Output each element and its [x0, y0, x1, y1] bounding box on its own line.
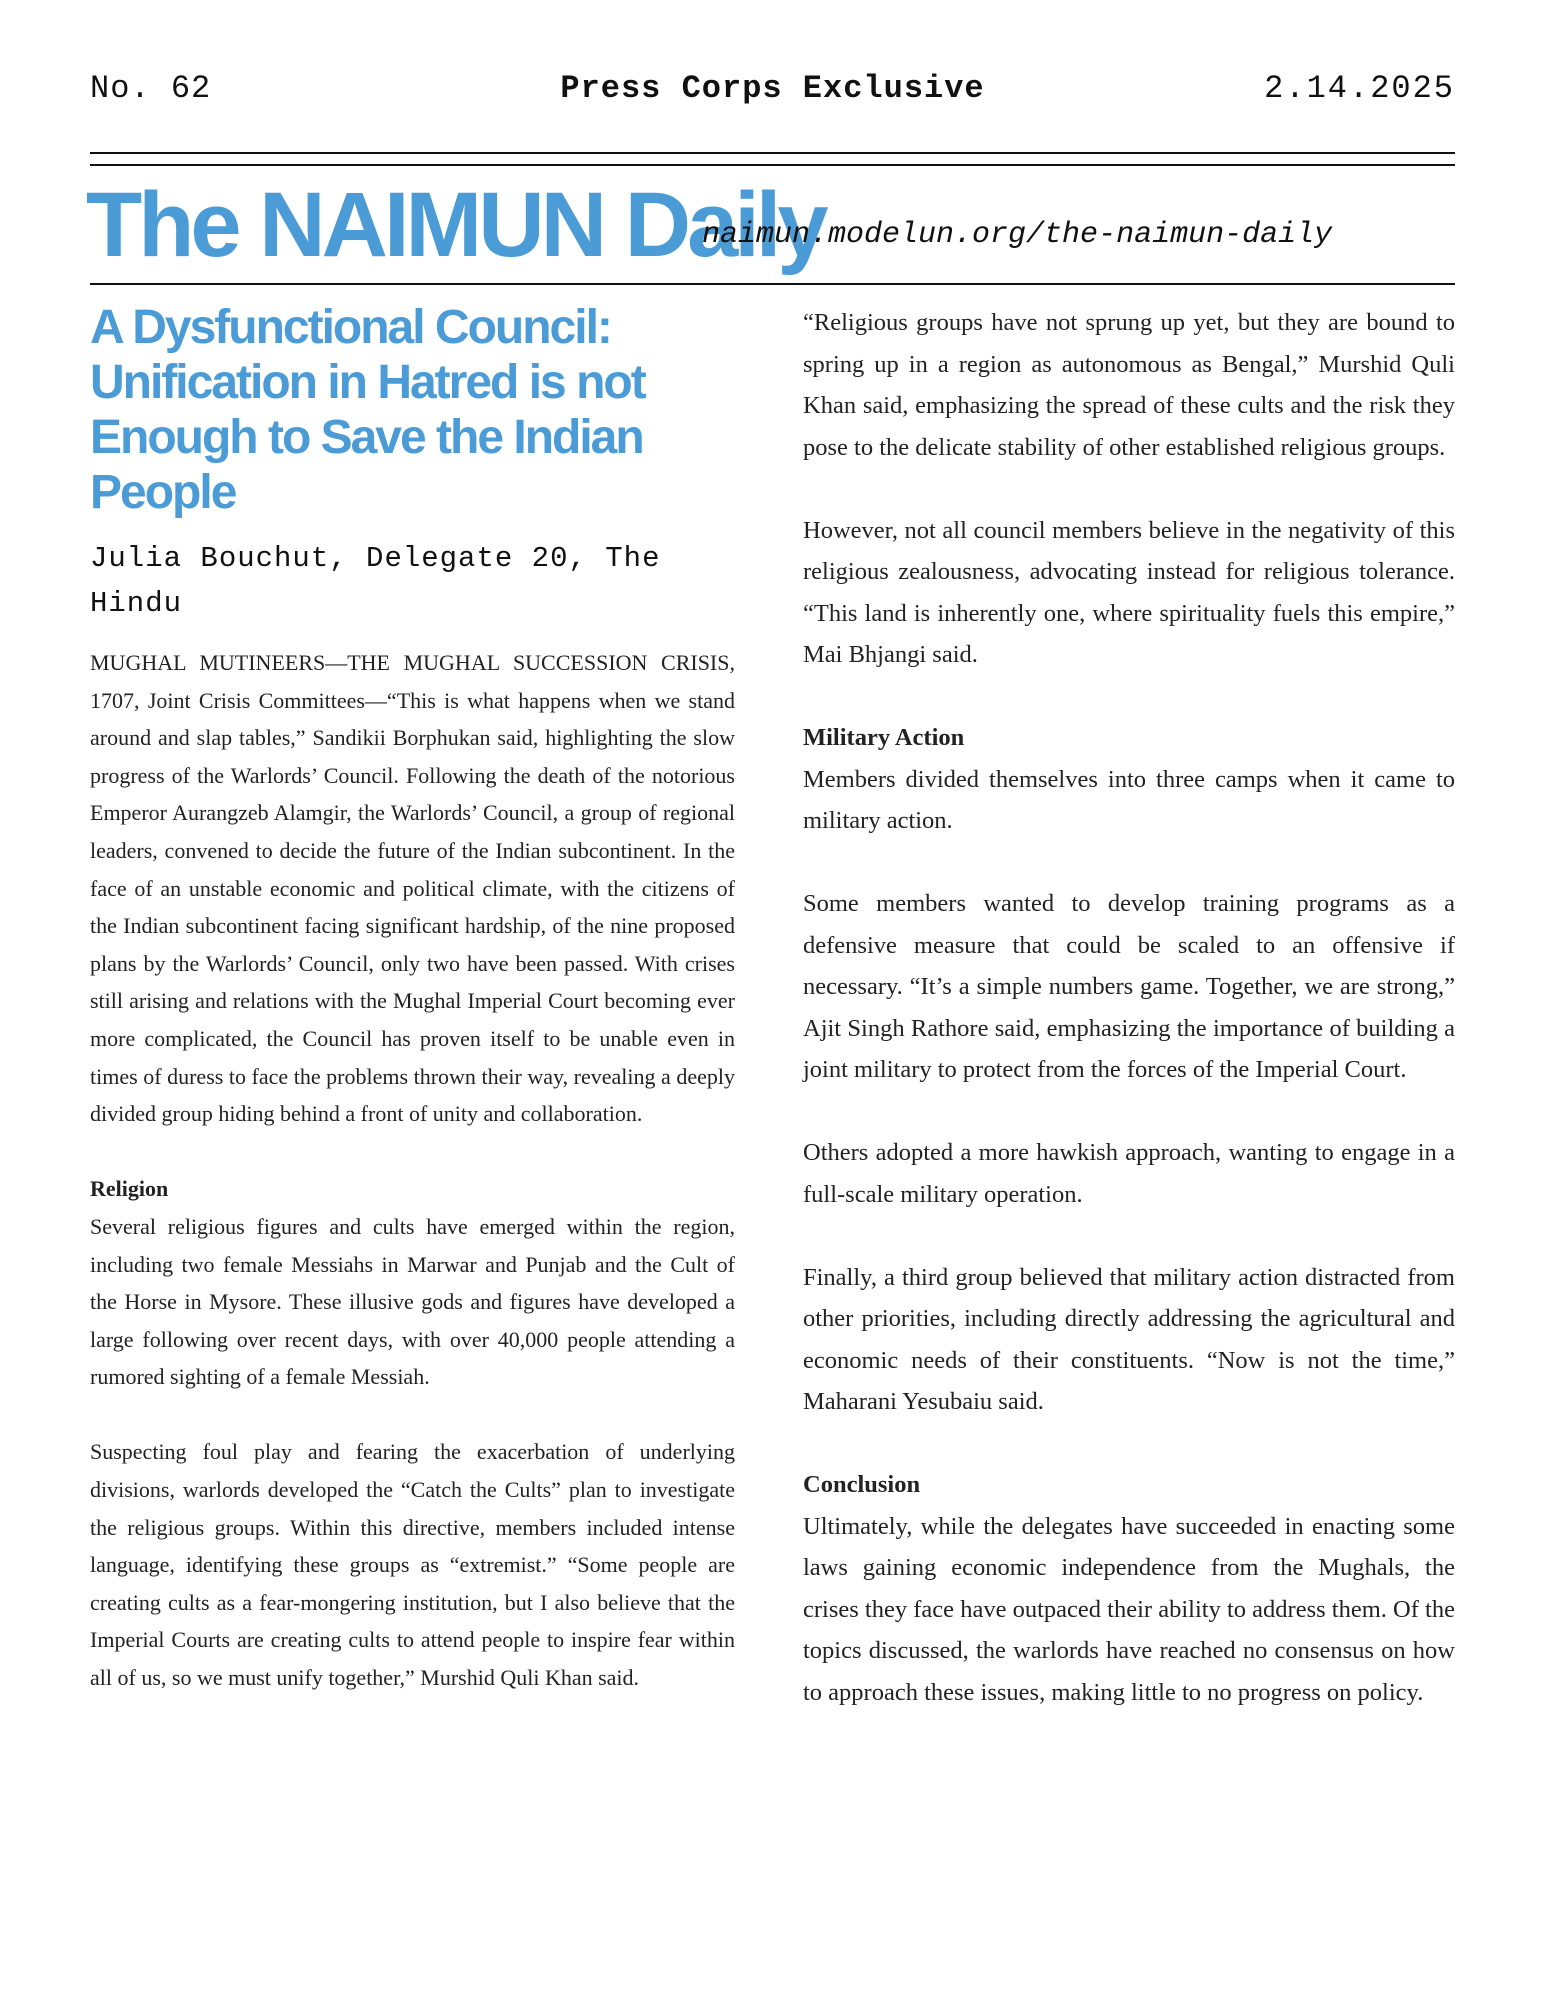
newspaper-url[interactable]: naimun.modelun.org/the-naimun-daily — [702, 218, 1333, 252]
top-bar — [90, 70, 1455, 110]
newspaper-title: The NAIMUN Daily — [86, 174, 825, 276]
section-heading-conclusion: Conclusion — [803, 1471, 921, 1498]
military-paragraph-3: Others adopted a more hawkish approach, wanting to engage in a full-scale military operation. — [803, 1139, 1455, 1208]
divider-top-second — [90, 164, 1455, 166]
section-heading-religion: Religion — [90, 1176, 169, 1202]
military-paragraph-1: Members divided themselves into three camps when it came to military action. — [803, 765, 1455, 834]
religion-paragraph-2: Suspecting foul play and fearing the exacerbation of underlying divisions, warlords developed the “Catch the Cults” plan to investigate the religious groups. Within this directive, members included intense language, identifying these groups as “extremist.” “Some people are creating cults as a fear-mongering institution, but I also believe that the Imperial Courts are creating cults to attend people to inspire fear within all of us, so we must unify together,” Murshid Quli Khan said. — [90, 1439, 735, 1691]
issue-date: 2.14.2025 — [1264, 70, 1455, 107]
conclusion-paragraph: Ultimately, while the delegates have succeeded in enacting some laws gaining economic independence from the Mughals, the crises they face have outpaced their ability to address them. Of the topics discussed, the warlords have reached no consensus on how to approach these issues, making little to no progress on policy. — [803, 1512, 1455, 1706]
religion-paragraph-1: Several religious figures and cults have emerged within the region, including two female Messiahs in Marwar and Punjab and the Cult of the Horse in Mysore. These illusive gods and figures have developed a large following over recent days, with over 40,000 people attending a rumored sighting of a female Messiah. — [90, 1213, 735, 1390]
issue-number: No. 62 — [90, 70, 212, 107]
article-headline: A Dysfunctional Council: Unification in Hatred is not Enough to Save the Indian People — [90, 301, 645, 519]
military-paragraph-4: Finally, a third group believed that military action distracted from other priorities, including directly addressing the agricultural and economic needs of their constituents. “Now is not the time,” Maharani Yesubaiu said. — [803, 1263, 1455, 1415]
military-paragraph-2: Some members wanted to develop training programs as a defensive measure that could be scaled to an offensive if necessary. “It’s a simple numbers game. Together, we are strong,” Ajit Singh Rathore said, emphasizing the importance of building a joint military to protect from the forces of the Imperial Court. — [803, 890, 1455, 1083]
left-column — [90, 300, 735, 1697]
divider-masthead — [90, 283, 1455, 285]
right-column — [803, 302, 1455, 1713]
lead-paragraph: MUGHAL MUTINEERS—THE MUGHAL SUCCESSION CRISIS, 1707, Joint Crisis Committees—“This is what happens when we stand around and slap tables,” Sandikii Borphukan said, highlighting the slow progress of the Warlords’ Council. Following the death of the notorious Emperor Aurangzeb Alamgir, the Warlords’ Council, a group of regional leaders, convened to decide the future of the Indian subcontinent. In the face of an unstable economic and political climate, with the citizens of the Indian subcontinent facing significant hardship, of the nine proposed plans by the Warlords’ Council, only two have been passed. With crises still arising and relations with the Mughal Imperial Court becoming ever more complicated, the Council has proven itself to be unable even in times of duress to face the problems thrown their way, revealing a deeply divided group hiding behind a front of unity and collaboration. — [90, 650, 735, 1127]
religion-paragraph-3: “Religious groups have not sprung up yet, but they are bound to spring up in a region as autonomous as Bengal,” Murshid Quli Khan said, emphasizing the spread of these cults and the risk they pose to the delicate stability of other established religious groups. — [803, 309, 1455, 461]
divider-top — [90, 152, 1455, 154]
right-column-body — [803, 302, 1455, 1713]
left-column-body — [90, 644, 735, 1697]
religion-paragraph-4: However, not all council members believe in the negativity of this religious zealousness, advocating instead for religious tolerance. “This land is inherently one, where spirituality fuels this empire,” Mai Bhjangi said. — [803, 516, 1455, 668]
section-heading-military: Military Action — [803, 724, 965, 751]
article-byline: Julia Bouchut, Delegate 20, The Hindu — [90, 542, 661, 620]
section-label: Press Corps Exclusive — [560, 70, 985, 107]
